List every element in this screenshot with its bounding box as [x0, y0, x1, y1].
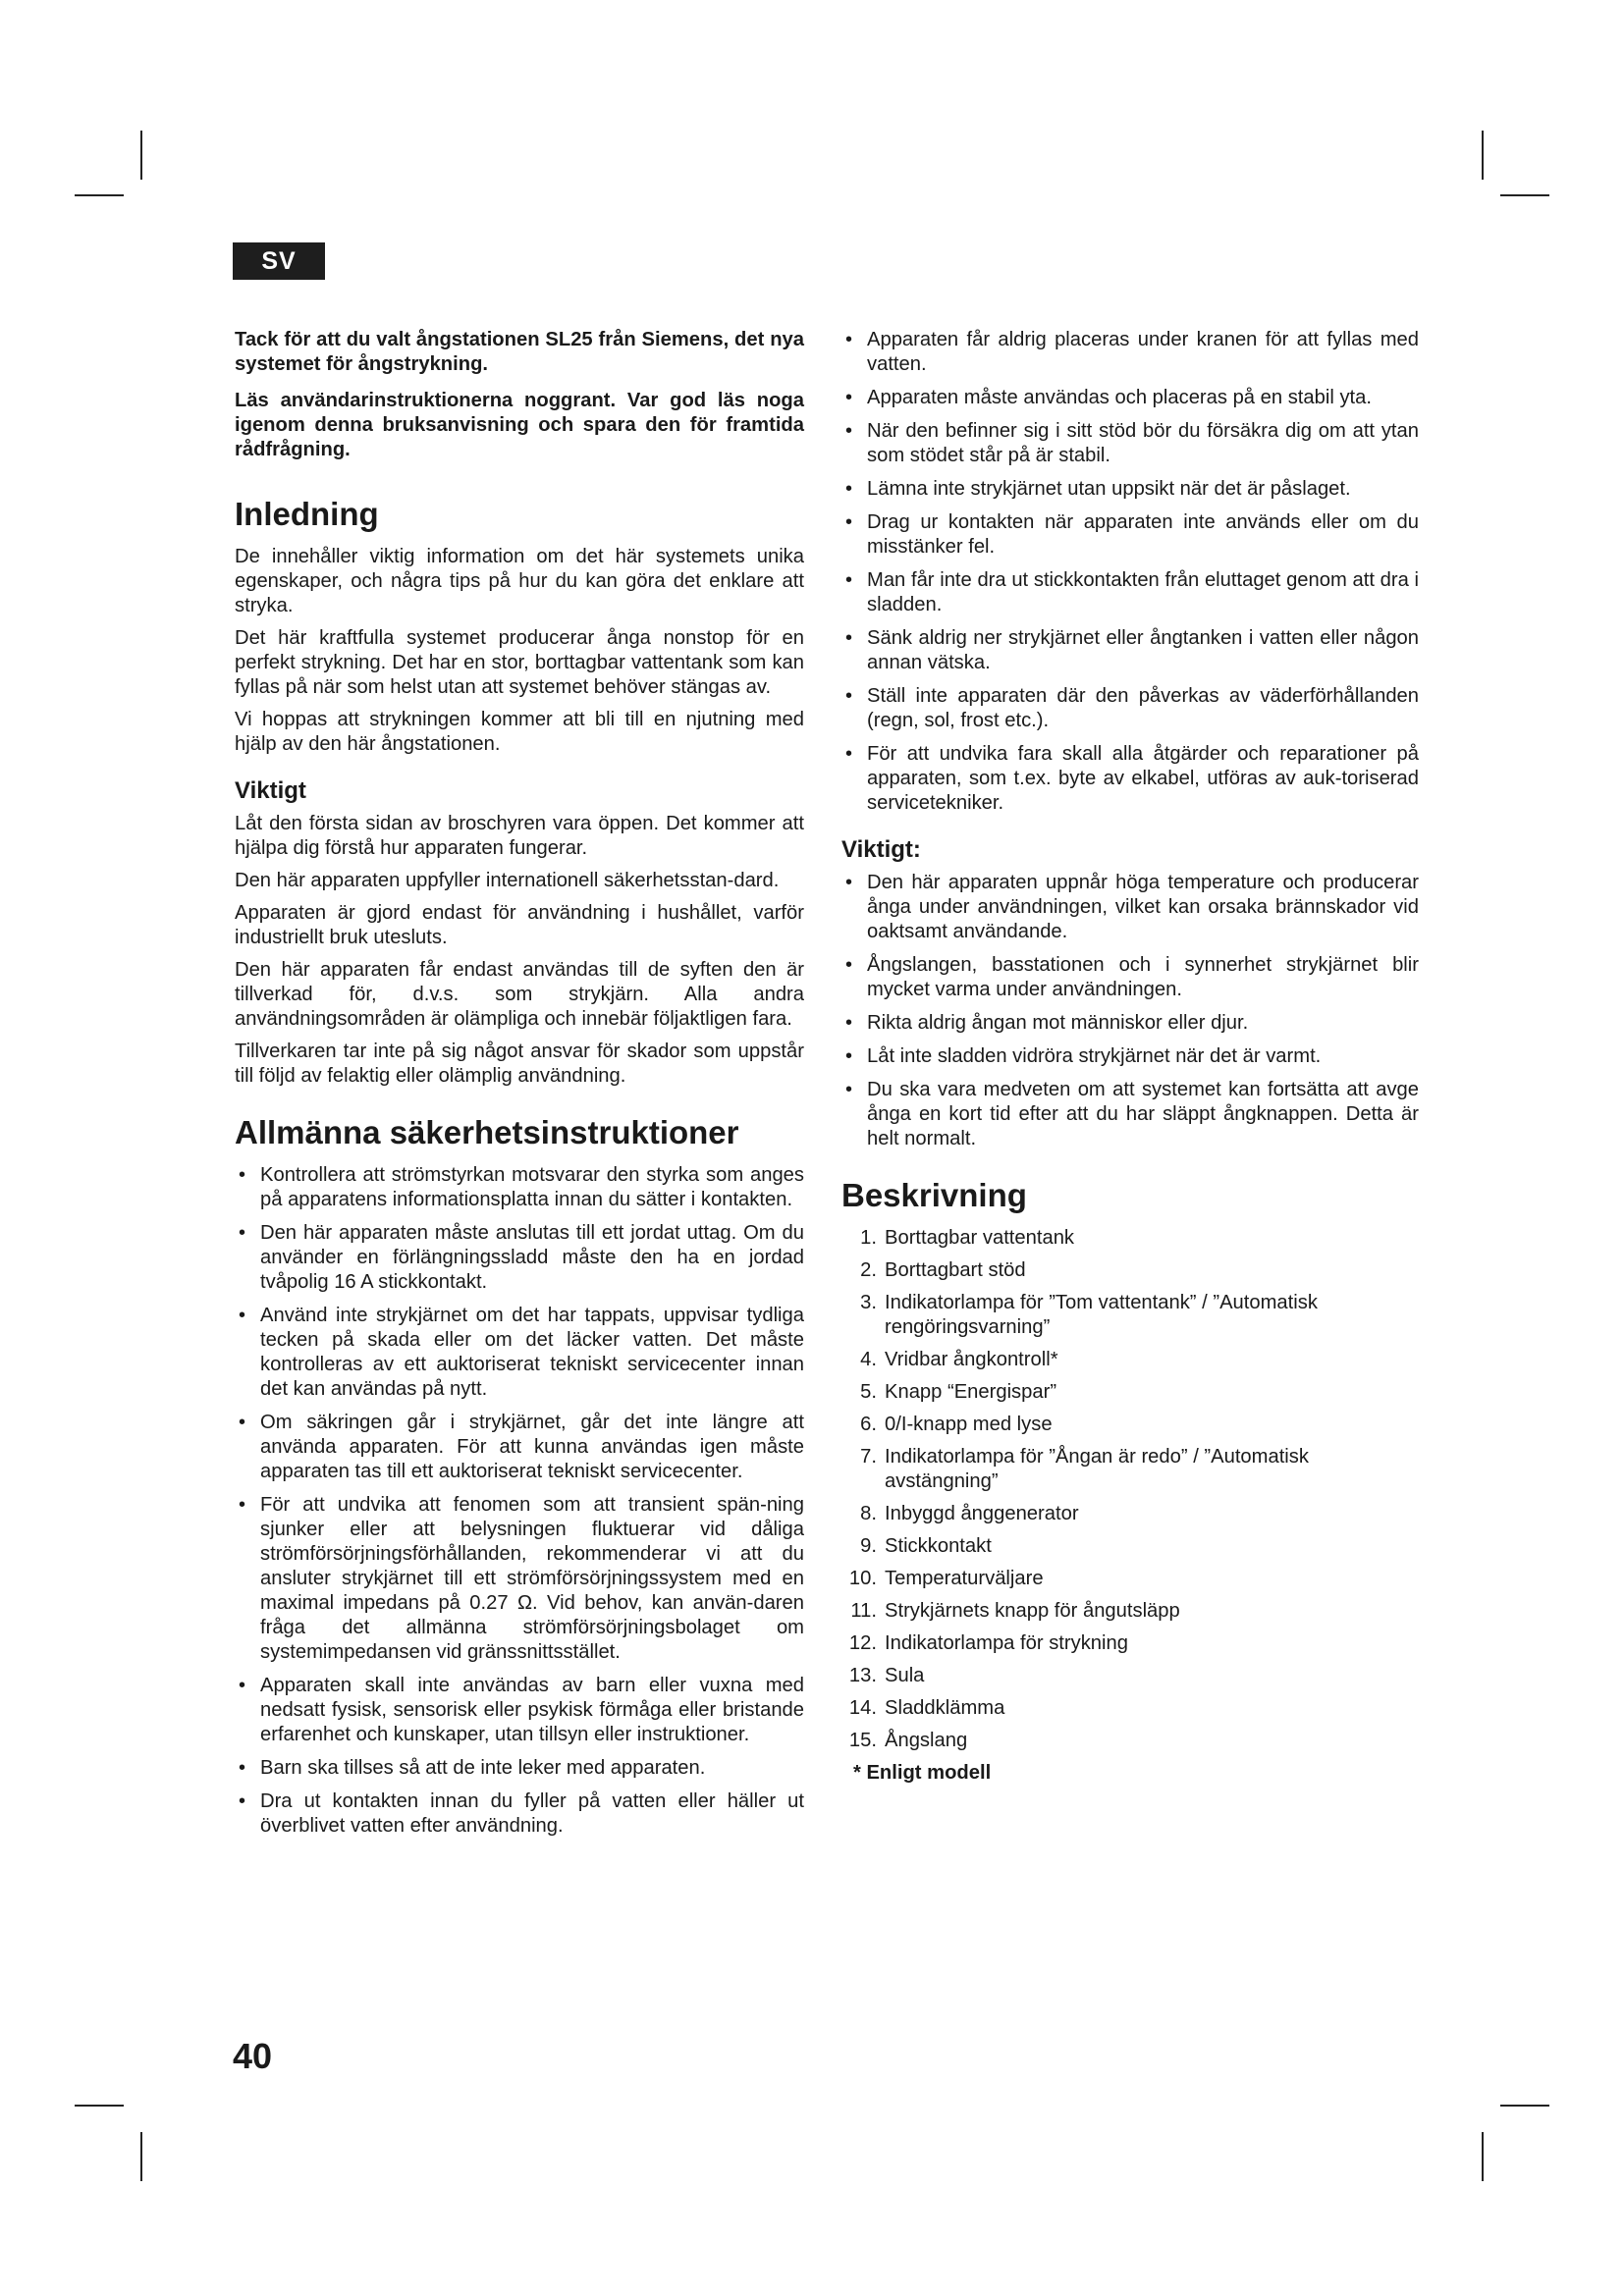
list-item: • Rikta aldrig ångan mot människor eller djur.	[841, 1011, 1419, 1036]
description-item-number: 1.	[860, 1227, 877, 1249]
description-item	[841, 1413, 1419, 1437]
description-item-number: 10.	[848, 1568, 877, 1589]
heading-viktigt-2: Viktigt:	[841, 836, 921, 863]
description-item-number: 9.	[860, 1535, 877, 1557]
paragraph: Låt den första sidan av broschyren vara öppen. Det kommer att hjälpa dig förstå hur apparaten fungerar.	[235, 813, 804, 859]
description-item-text: Borttagbart stöd	[885, 1259, 1026, 1281]
description-item-number: 11.	[850, 1600, 877, 1622]
intro-lead-1: Tack för att du valt ångstationen SL25 från Siemens, det nya systemet för ångstrykning.	[235, 329, 804, 375]
paragraph: De innehåller viktig information om det här systemets unika egenskaper, och några tips på hur du kan göra det enklare att stryka.	[235, 546, 804, 616]
description-item	[841, 1664, 1419, 1688]
description-item-number: 15.	[848, 1730, 877, 1751]
description-item-text: Stickkontakt	[885, 1535, 992, 1557]
safety-list-continued	[841, 328, 1419, 816]
description-item	[841, 1258, 1419, 1283]
paragraph: Den här apparaten uppfyller internationell säkerhetsstan-dard.	[235, 870, 780, 891]
list-item: • Om säkringen går i strykjärnet, går det inte längre att använda apparaten. För att kunna användas igen måste apparaten tas till ett auktoriserat tekniskt servicecenter.	[235, 1411, 804, 1484]
description-item-text: Inbyggd ånggenerator	[885, 1503, 1079, 1524]
description-item-text: Strykjärnets knapp för ångutsläpp	[885, 1600, 1180, 1622]
description-item	[841, 1729, 1419, 1753]
list-item: • Lämna inte strykjärnet utan uppsikt när det är påslaget.	[841, 477, 1419, 502]
description-item-number: 14.	[848, 1697, 877, 1719]
list-item: • Kontrollera att strömstyrkan motsvarar den styrka som anges på apparatens informationsplatta innan du sätter i kontakten.	[235, 1163, 804, 1212]
right-column	[841, 328, 1419, 1786]
description-item	[841, 1445, 1419, 1494]
heading-safety: Allmänna säkerhetsinstruktioner	[235, 1114, 739, 1150]
paragraph: Apparaten är gjord endast för användning i hushållet, varför industriellt bruk utesluts.	[235, 902, 804, 948]
description-item-text: Ångslang	[885, 1730, 968, 1751]
description-item-text: Indikatorlampa för ”Tom vattentank” / ”Automatisk rengöringsvarning”	[885, 1292, 1318, 1338]
description-item-text: Indikatorlampa för ”Ångan är redo” / ”Automatisk avstängning”	[885, 1446, 1309, 1492]
paragraph: Vi hoppas att strykningen kommer att bli till en njutning med hjälp av den här ångstationen.	[235, 709, 804, 755]
list-item: • Drag ur kontakten när apparaten inte används eller om du misstänker fel.	[841, 510, 1419, 560]
list-item: • Den här apparaten uppnår höga temperature och producerar ånga under användningen, vilket kan orsaka brännskador vid oaktsamt användande.	[841, 871, 1419, 944]
crop-mark	[1482, 2132, 1484, 2181]
crop-mark	[75, 194, 124, 196]
list-item: • När den befinner sig i sitt stöd bör du försäkra dig om att ytan som stödet står på är stabil.	[841, 419, 1419, 468]
description-item-text: Knapp “Energispar”	[885, 1381, 1057, 1403]
description-item	[841, 1696, 1419, 1721]
description-item-number: 5.	[860, 1381, 877, 1403]
paragraph: Den här apparaten får endast användas till de syften den är tillverkad för, d.v.s. som strykjärn. Alla andra användningsområden är olämpliga och innebär följaktligen fara.	[235, 959, 804, 1030]
safety-list	[235, 1163, 804, 1839]
crop-mark	[1500, 2105, 1549, 2107]
language-badge: SV	[233, 242, 325, 280]
list-item: • Sänk aldrig ner strykjärnet eller ångtanken i vatten eller någon annan vätska.	[841, 626, 1419, 675]
description-item	[841, 1599, 1419, 1624]
heading-viktigt: Viktigt	[235, 777, 306, 804]
list-item: • För att undvika att fenomen som att transient spän-ning sjunker eller att belysningen fluktuerar vid dåliga strömförsörjningsförhållanden, rekommenderar vi att du ansluter strykjärnet till ett strömförsörjningssystem med en maximal impedans på 0.27 Ω. Vid behov, kan använ-daren fråga det allmänna strömförsörjningsbolaget om systemimpedansen vid gränssnittsstället.	[235, 1493, 804, 1665]
crop-mark	[75, 2105, 124, 2107]
description-item-number: 13.	[848, 1665, 877, 1686]
description-item	[841, 1502, 1419, 1526]
description-item-text: 0/I-knapp med lyse	[885, 1414, 1053, 1435]
description-item-number: 7.	[860, 1446, 877, 1468]
description-item	[841, 1567, 1419, 1591]
crop-mark	[140, 2132, 142, 2181]
crop-mark	[1500, 194, 1549, 196]
left-column	[235, 328, 804, 1847]
description-item	[841, 1534, 1419, 1559]
description-item	[841, 1226, 1419, 1251]
description-item-text: Vridbar ångkontroll*	[885, 1349, 1058, 1370]
intro-lead-2: Läs användarinstruktionerna noggrant. Var god läs noga igenom denna bruksanvisning och spara den för framtida rådfrågning.	[235, 390, 804, 460]
description-item-text: Sladdklämma	[885, 1697, 1005, 1719]
description-item-text: Indikatorlampa för strykning	[885, 1632, 1128, 1654]
description-item	[841, 1291, 1419, 1340]
description-item-text: Temperaturväljare	[885, 1568, 1044, 1589]
crop-mark	[1482, 131, 1484, 180]
heading-inledning: Inledning	[235, 496, 379, 532]
list-item: • Använd inte strykjärnet om det har tappats, uppvisar tydliga tecken på skada eller om det läcker vatten. Det måste kontrolleras av ett auktoriserat tekniskt servicecenter innan det kan användas på nytt.	[235, 1304, 804, 1402]
list-item: • Apparaten måste användas och placeras på en stabil yta.	[841, 386, 1419, 410]
description-item-number: 2.	[860, 1259, 877, 1281]
viktigt-list	[841, 871, 1419, 1151]
list-item: • Man får inte dra ut stickkontakten från eluttaget genom att dra i sladden.	[841, 568, 1419, 617]
list-item: • Ångslangen, basstationen och i synnerhet strykjärnet blir mycket varma under användningen.	[841, 953, 1419, 1002]
list-item: • Apparaten får aldrig placeras under kranen för att fyllas med vatten.	[841, 328, 1419, 377]
description-item	[841, 1631, 1419, 1656]
page-number: 40	[233, 2036, 273, 2076]
description-item-text: Borttagbar vattentank	[885, 1227, 1075, 1249]
list-item: • Den här apparaten måste anslutas till ett jordat uttag. Om du använder en förlängningssladd måste den ha en jordad tvåpolig 16 A stickkontakt.	[235, 1221, 804, 1295]
description-item-number: 3.	[860, 1292, 877, 1313]
description-list	[841, 1226, 1419, 1753]
list-item: • Ställ inte apparaten där den påverkas av väderförhållanden (regn, sol, frost etc.).	[841, 684, 1419, 733]
description-item	[841, 1348, 1419, 1372]
description-item-number: 8.	[860, 1503, 877, 1524]
list-item: • Barn ska tillses så att de inte leker med apparaten.	[235, 1756, 804, 1781]
list-item: • Låt inte sladden vidröra strykjärnet när det är varmt.	[841, 1044, 1419, 1069]
description-item-number: 12.	[848, 1632, 877, 1654]
crop-mark	[140, 131, 142, 180]
description-item	[841, 1380, 1419, 1405]
footnote: * Enligt modell	[853, 1762, 992, 1784]
heading-beskrivning: Beskrivning	[841, 1177, 1027, 1213]
list-item: • Dra ut kontakten innan du fyller på vatten eller häller ut överblivet vatten efter användning.	[235, 1789, 804, 1839]
list-item: • För att undvika fara skall alla åtgärder och reparationer på apparaten, som t.ex. byte av elkabel, utföras av auk-toriserad servicetekniker.	[841, 742, 1419, 816]
description-item-text: Sula	[885, 1665, 925, 1686]
description-item-number: 4.	[860, 1349, 877, 1370]
list-item: • Du ska vara medveten om att systemet kan fortsätta att avge ånga en kort tid efter att du har släppt ångknappen. Detta är helt normalt.	[841, 1078, 1419, 1151]
paragraph: Tillverkaren tar inte på sig något ansvar för skador som uppstår till följd av felaktig eller olämplig användning.	[235, 1041, 804, 1087]
description-item-number: 6.	[860, 1414, 877, 1435]
list-item: • Apparaten skall inte användas av barn eller vuxna med nedsatt fysisk, sensorisk eller psykisk förmåga eller bristande erfarenhet och kunskaper, utan tillsyn eller instruktioner.	[235, 1674, 804, 1747]
paragraph: Det här kraftfulla systemet producerar ånga nonstop för en perfekt strykning. Det har en stor, borttagbar vattentank som kan fyllas på när som helst utan att systemet behöver stängas av.	[235, 627, 804, 698]
